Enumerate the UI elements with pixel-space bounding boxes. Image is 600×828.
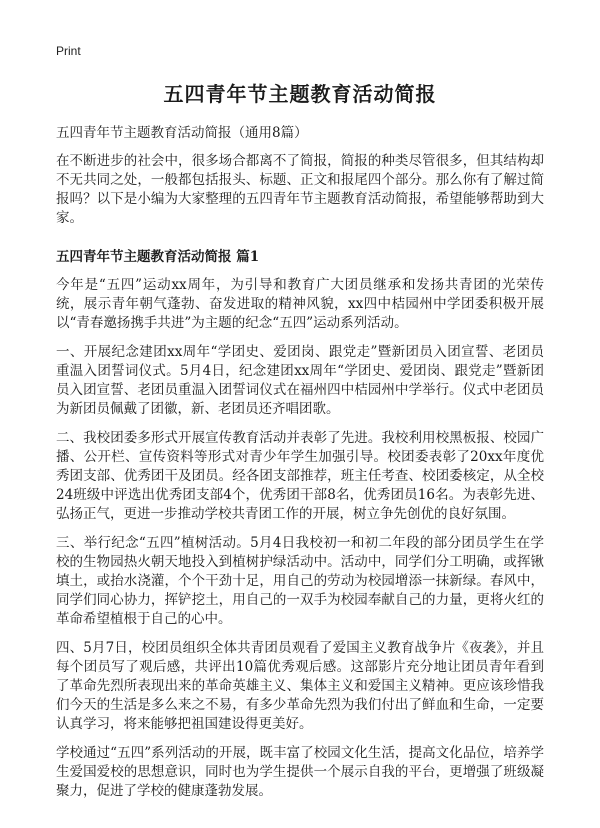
intro-paragraph: 在不断进步的社会中，很多场合都离不了简报，简报的种类尽管很多，但其结构却不无共同之处，一般都包括报头、标题、正文和报尾四个部分。那么你有了解过简报吗？以下是小编为大家整理的五四青年节主题教育活动简报，希望能够帮助到大家。: [56, 153, 544, 226]
body-paragraph-4: 三、举行纪念“五四”植树活动。5月4日我校初一和初二年段的部分团员学生在学校的生物园热火朝天地投入到植树护绿活动中。活动中，同学们分工明确，或挥锹填土，或抬水浇灌，个个干劲十足，用自己的劳动为校园增添一抹新绿。春风中，同学们同心协力，挥铲挖土，用自己的一双手为校园奉献自己的力量，更将火红的革命希望植根于自己的心中。: [56, 535, 544, 627]
body-paragraph-1: 今年是“五四”运动xx周年，为引导和教育广大团员继承和发扬共青团的光荣传统，展示青年朝气蓬勃、奋发进取的精神风貌，xx四中桔园州中学团委积极开展以“青春邀扬携手共进”为主题的纪念“五四”运动系列活动。: [56, 277, 544, 331]
body-paragraph-5: 四、5月7日，校团员组织全体共青团员观看了爱国主义教育战争片《夜袭》，并且每个团员写了观后感，共评出10篇优秀观后感。这部影片充分地让团员青年看到了革命先烈所表现出来的革命英雄主义、集体主义和爱国主义精神。更应该珍惜我们今天的生活是多么来之不易，有多少革命先烈为我们付出了鲜血和生命，一定要认真学习，将来能够把祖国建设得更美好。: [56, 640, 544, 732]
body-paragraph-2: 一、开展纪念建团xx周年“学团史、爱团岗、跟党走”暨新团员入团宣誓、老团员重温入团誓词仪式。5月4日，纪念建团xx周年“学团史、爱团岗、跟党走”暨新团员入团宣誓、老团员重温入团誓词仪式在福州四中桔园州中学举行。仪式中老团员为新团员佩戴了团徽，新、老团员还齐唱团歌。: [56, 344, 544, 417]
page-title: 五四青年节主题教育活动简报: [163, 82, 437, 106]
section-heading: 五四青年节主题教育活动简报 篇1: [56, 249, 260, 265]
print-link[interactable]: Print: [56, 44, 81, 58]
body-paragraph-3: 二、我校团委多形式开展宣传教育活动并表彰了先进。我校利用校黑板报、校园广播、公开栏、宣传资料等形式对青少年学生加强引导。校团委表彰了20xx年度优秀团支部、优秀团干及团员。经各团支部推荐，班主任考查、校团委核定，从全校24班级中评选出优秀团支部4个，优秀团干部8名，优秀团员16名。为表彰先进、弘扬正气，更进一步推动学校共青团工作的开展，树立争先创优的良好氛围。: [56, 430, 544, 522]
article-body: [56, 122, 544, 811]
article-subtitle: 五四青年节主题教育活动简报（通用8篇）: [56, 125, 308, 141]
body-paragraph-6: 学校通过“五四”系列活动的开展，既丰富了校园文化生活，提高文化品位，培养学生爱国爱校的思想意识，同时也为学生提供一个展示自我的平台，更增强了班级凝聚力，促进了学校的健康蓬勃发展。: [56, 745, 544, 799]
